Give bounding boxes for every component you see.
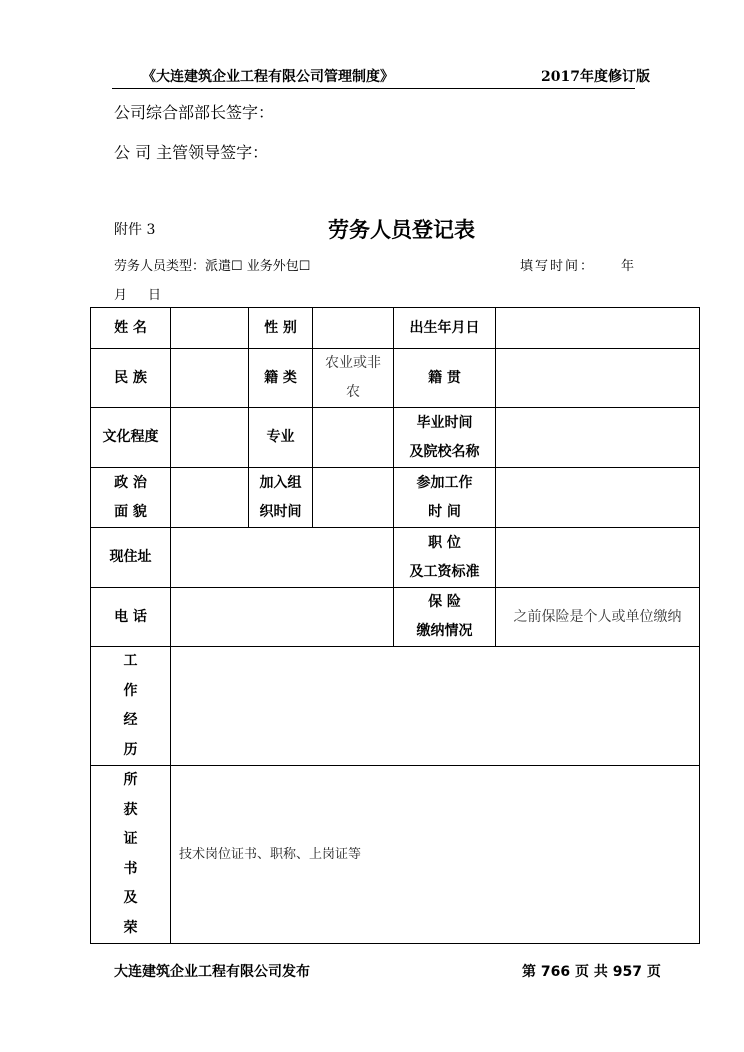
insurance-label-line1: 保 险 [428,594,461,610]
org-join-label-line1: 加入组 [259,474,302,491]
work-start-label-line2: 时 间 [428,503,461,520]
org-join-field[interactable] [313,468,394,528]
name-label: 姓 名 [91,308,171,349]
table-row [91,588,700,647]
year-label: 年 [621,259,635,274]
certificates-field[interactable]: 技术岗位证书、职称、上岗证等 [171,766,700,944]
native-place-label: 籍 贯 [394,349,496,408]
insurance-label-line2: 缴纳情况 [416,623,473,639]
birth-label: 出生年月日 [394,308,496,349]
work-start-field[interactable] [496,468,700,528]
position-field[interactable] [496,528,700,588]
household-hint-line2: 农 [346,384,360,400]
political-field[interactable] [171,468,249,528]
phone-label: 电 话 [91,588,171,647]
political-label [91,468,171,528]
gender-field[interactable] [313,308,394,349]
work-start-label-line1: 参加工作 [416,474,473,491]
graduation-field[interactable] [496,408,700,468]
work-history-char: 经 [123,712,138,728]
graduation-label-line2: 及院校名称 [409,443,480,460]
position-label [394,528,496,588]
household-hint-line1: 农业或非 [325,355,381,371]
work-history-char: 作 [123,682,138,699]
table-row [91,308,700,349]
org-join-label [249,468,313,528]
phone-field[interactable] [171,588,394,647]
header-version: 2017年度修订版 [541,69,650,85]
graduation-label-line1: 毕业时间 [416,414,473,431]
major-label: 专业 [249,408,313,468]
address-label: 现住址 [91,528,171,588]
footer-publisher: 大连建筑企业工程有限公司发布 [114,964,310,980]
worker-type-label: 劳务人员类型：派遣☐ 业务外包☐ [114,259,311,274]
education-field[interactable] [171,408,249,468]
political-label-line1: 政 治 [114,474,147,491]
position-label-line2: 及工资标准 [409,563,480,580]
birth-field[interactable] [496,308,700,349]
gender-label: 性 别 [249,308,313,349]
position-label-line1: 职 位 [428,534,461,551]
certificates-char: 获 [123,801,138,818]
org-join-label-line2: 织时间 [259,503,302,520]
table-row [91,468,700,528]
fill-time-label: 填写时间： [520,259,596,274]
certificates-char: 及 [123,890,138,906]
work-history-char: 历 [123,741,138,758]
day-label: 日 [148,288,162,303]
certificates-char: 书 [123,860,138,877]
month-label: 月 [114,288,128,303]
major-field[interactable] [313,408,394,468]
table-row [91,766,700,944]
work-history-label [91,647,171,766]
table-row [91,528,700,588]
work-history-char: 工 [123,653,138,669]
work-start-label [394,468,496,528]
header-divider [112,88,635,89]
graduation-label [394,408,496,468]
table-row [91,408,700,468]
table-row [91,349,700,408]
household-type-field[interactable] [313,349,394,408]
table-row [91,647,700,766]
name-field[interactable] [171,308,249,349]
ethnicity-label: 民 族 [91,349,171,408]
certificates-char: 证 [123,831,138,847]
form-title: 劳务人员登记表 [328,217,475,242]
certificates-char: 荣 [123,919,138,936]
registration-table [90,307,700,944]
address-field[interactable] [171,528,394,588]
household-type-label: 籍 类 [249,349,313,408]
insurance-field[interactable]: 之前保险是个人或单位缴纳 [496,588,700,647]
leader-signature-label: 公 司 主管领导签字： [114,143,269,162]
ethnicity-field[interactable] [171,349,249,408]
certificates-char: 所 [123,772,138,788]
work-history-field[interactable] [171,647,700,766]
insurance-label [394,588,496,647]
education-label: 文化程度 [91,408,171,468]
header-title: 《大连建筑企业工程有限公司管理制度》 [142,69,394,85]
footer-page-number: 第 766 页 共 957 页 [522,964,661,980]
certificates-label [91,766,171,944]
native-place-field[interactable] [496,349,700,408]
dept-head-signature-label: 公司综合部部长签字： [114,103,275,122]
attachment-label: 附件 3 [114,222,156,238]
political-label-line2: 面 貌 [114,503,147,520]
